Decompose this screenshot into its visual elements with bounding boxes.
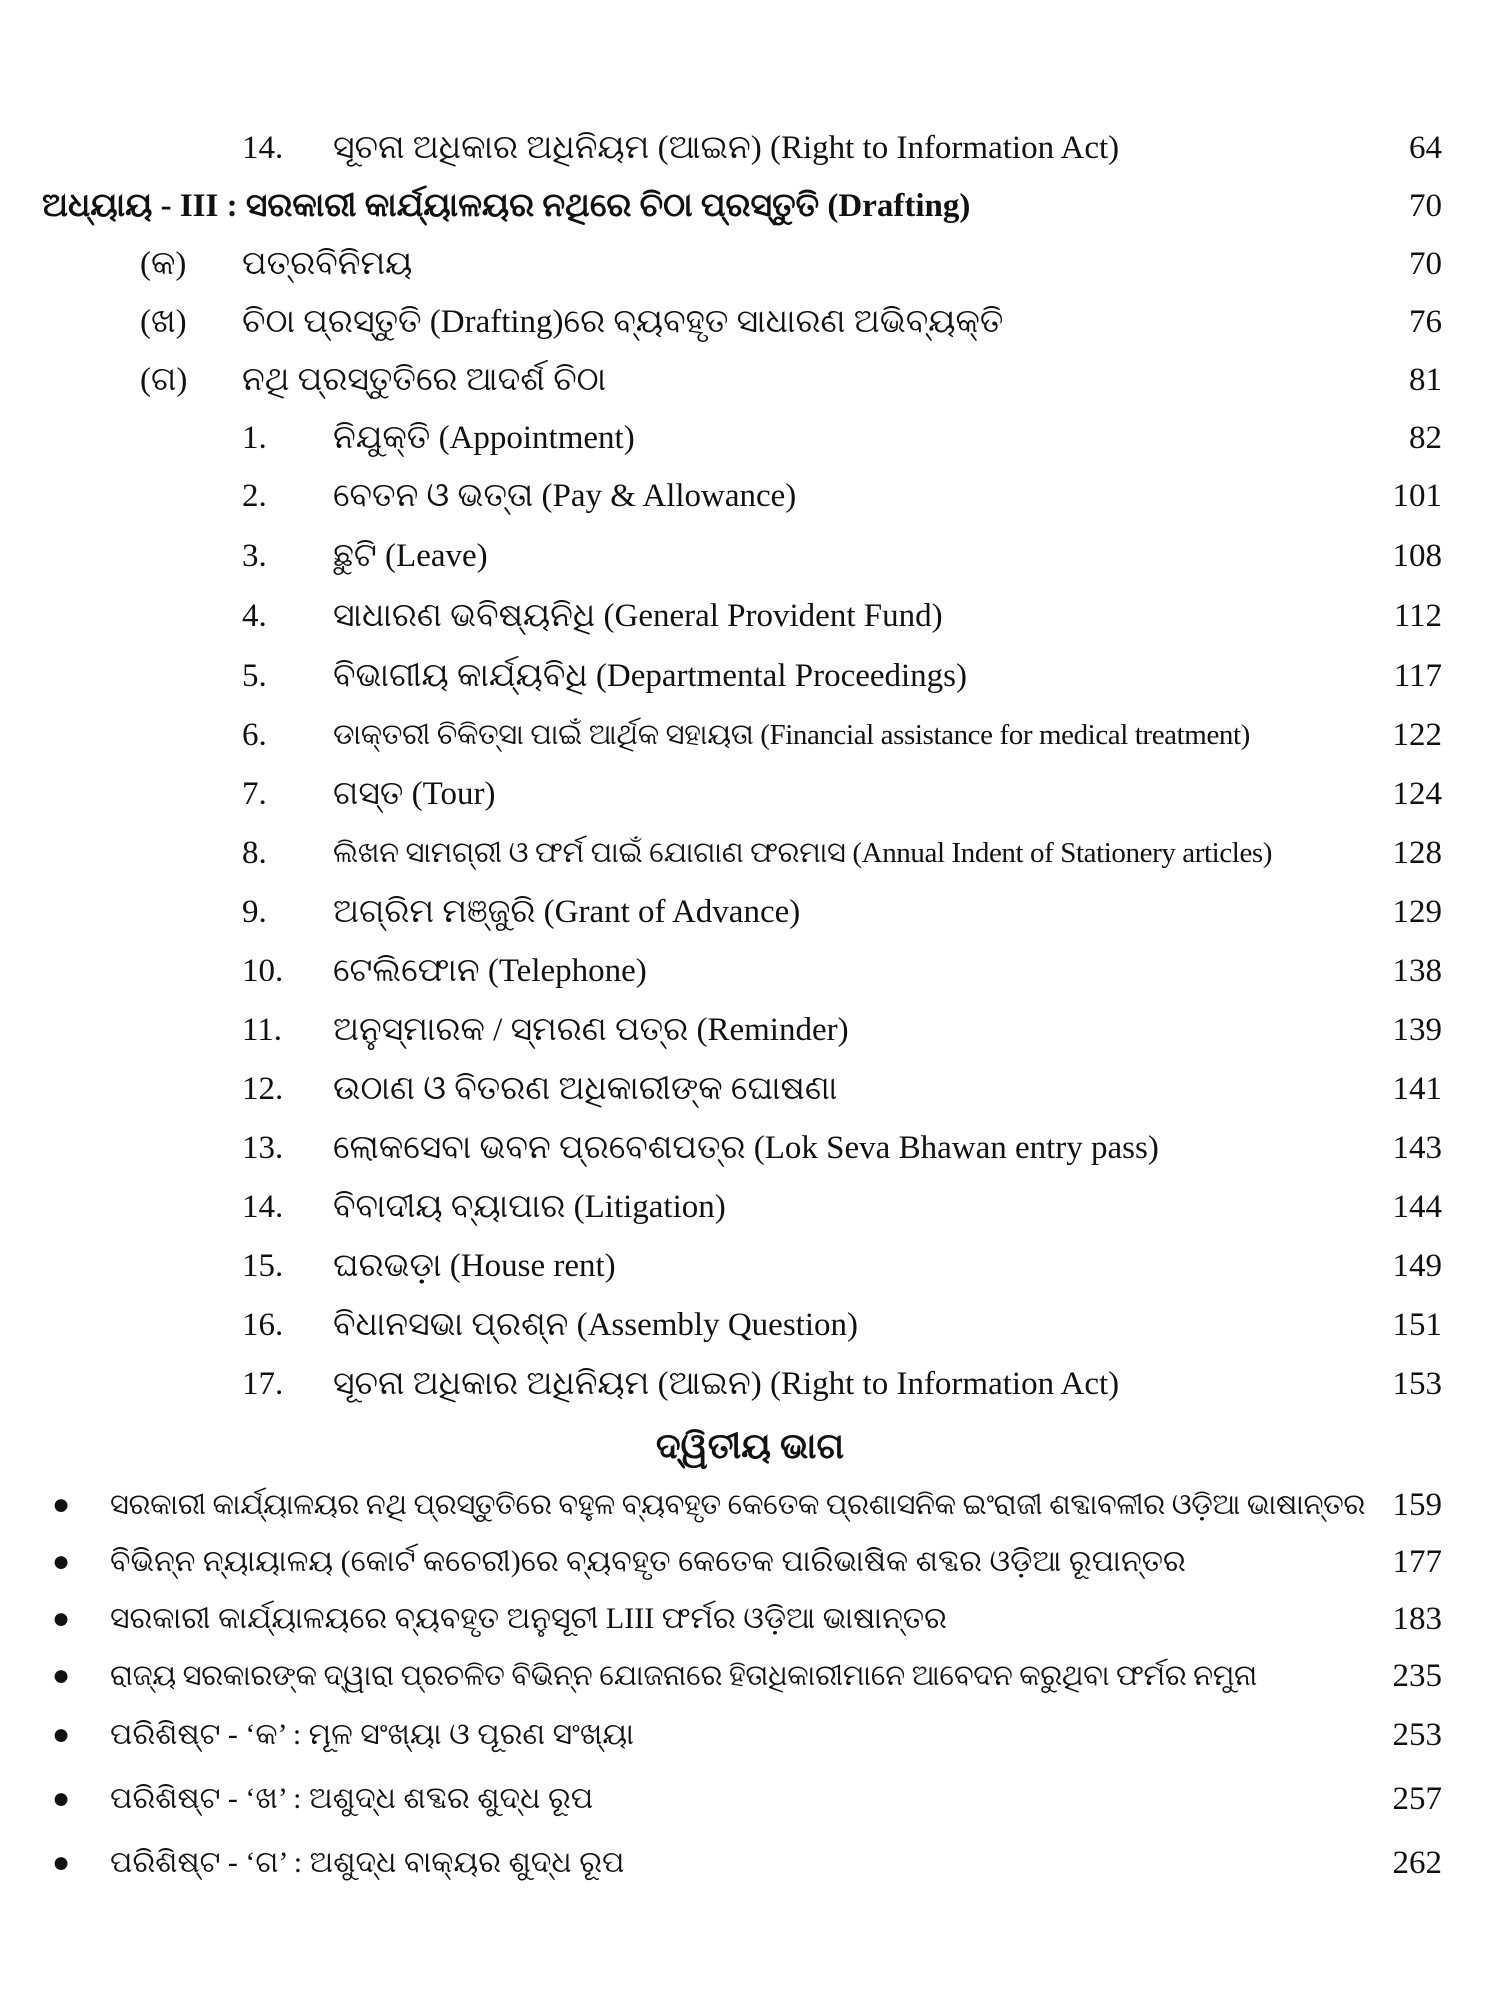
appendix-item bbox=[0, 1591, 1500, 1647]
toc-item bbox=[0, 1297, 1500, 1353]
item-number: 14. bbox=[242, 1189, 284, 1225]
toc-item bbox=[0, 1120, 1500, 1176]
page-number: 81 bbox=[1409, 362, 1442, 398]
section-title: ଚିଠା ପ୍ରସ୍ତୁତି (Drafting)ରେ ବ୍ୟବହୃତ ସାଧାରଣ ଅଭିବ୍ୟକ୍ତି bbox=[242, 304, 1004, 340]
item-title: ସୂଚନା ଅଧିକାର ଅଧିନିୟମ (ଆଇନ) (Right to Information Act) bbox=[333, 1366, 1120, 1402]
page-number: 141 bbox=[1392, 1071, 1442, 1107]
toc-item bbox=[0, 766, 1500, 822]
page-number: 159 bbox=[1392, 1487, 1442, 1523]
toc-item bbox=[0, 1179, 1500, 1235]
bullet-icon: ● bbox=[52, 1488, 71, 1521]
item-number: 2. bbox=[242, 478, 267, 514]
item-title: ବିଧାନସଭା ପ୍ରଶ୍ନ (Assembly Question) bbox=[333, 1307, 858, 1343]
page-number: 82 bbox=[1409, 420, 1442, 456]
toc-item bbox=[0, 588, 1500, 644]
item-number: 5. bbox=[242, 658, 267, 694]
chapter-title: ଅଧ୍ୟାୟ - III : ସରକାରୀ କାର୍ଯ୍ୟାଳୟର ନଥିରେ ଚିଠା ପ୍ରସ୍ତୁତି (Drafting) bbox=[42, 188, 971, 224]
item-title: ଘରଭଡ଼ା (House rent) bbox=[333, 1248, 616, 1284]
page-number: 128 bbox=[1392, 835, 1442, 871]
item-title: ଲିଖନ ସାମଗ୍ରୀ ଓ ଫର୍ମ ପାଇଁ ଯୋଗାଣ ଫରମାସ (Annual Indent of Stationery articles) bbox=[333, 837, 1273, 869]
item-number: 10. bbox=[242, 953, 284, 989]
toc-item bbox=[0, 410, 1500, 466]
page-number: 117 bbox=[1393, 658, 1442, 694]
page-number: 70 bbox=[1409, 246, 1442, 282]
appendix-title: ପରିଶିଷ୍ଟ - ‘ଗ’ : ଅଶୁଦ୍ଧ ବାକ୍ୟର ଶୁଦ୍ଧ ରୂପ bbox=[110, 1846, 625, 1879]
toc-item bbox=[0, 1238, 1500, 1294]
item-number: 17. bbox=[242, 1366, 284, 1402]
page-number: 101 bbox=[1392, 478, 1442, 514]
item-title: ବେତନ ଓ ଭତ୍ତା (Pay & Allowance) bbox=[333, 478, 797, 514]
appendix-item bbox=[0, 1835, 1500, 1891]
section-ka bbox=[0, 236, 1500, 292]
page-number: 76 bbox=[1409, 304, 1442, 340]
part-two-heading: ଦ୍ୱିତୀୟ ଭାଗ bbox=[655, 1426, 845, 1466]
page-number: 70 bbox=[1409, 188, 1442, 224]
toc-item bbox=[0, 1061, 1500, 1117]
item-title: ନିଯୁକ୍ତି (Appointment) bbox=[333, 420, 635, 456]
appendix-item bbox=[0, 1534, 1500, 1590]
page-number: 177 bbox=[1392, 1544, 1442, 1580]
appendix-title: ରାଜ୍ୟ ସରକାରଙ୍କ ଦ୍ୱାରା ପ୍ରଚଳିତ ବିଭିନ୍ନ ଯୋଜନାରେ ହିତାଧିକାରୀମାନେ ଆବେଦନ କରୁଥିବା ଫର୍ମର ନମୁନା bbox=[110, 1660, 1257, 1692]
page-number: 144 bbox=[1392, 1189, 1442, 1225]
item-number: 9. bbox=[242, 894, 267, 930]
bullet-icon: ● bbox=[52, 1718, 71, 1751]
item-title: ଲୋକସେବା ଭବନ ପ୍ରବେଶପତ୍ର (Lok Seva Bhawan entry pass) bbox=[333, 1130, 1159, 1166]
bullet-icon: ● bbox=[52, 1602, 71, 1635]
page-number: 139 bbox=[1392, 1012, 1442, 1048]
item-title: ଟେଲିଫୋନ (Telephone) bbox=[333, 953, 647, 989]
item-number: 14. bbox=[242, 130, 284, 166]
toc-item bbox=[0, 1002, 1500, 1058]
toc-item-right-to-information bbox=[0, 120, 1500, 176]
item-number: 16. bbox=[242, 1307, 284, 1343]
item-title: ବିବାଦୀୟ ବ୍ୟାପାର (Litigation) bbox=[333, 1189, 726, 1225]
item-number: 15. bbox=[242, 1248, 284, 1284]
section-label: (ଖ) bbox=[140, 304, 187, 340]
page-number: 183 bbox=[1392, 1601, 1442, 1637]
page-number: 143 bbox=[1392, 1130, 1442, 1166]
section-title: ପତ୍ରବିନିମୟ bbox=[242, 246, 413, 282]
page-number: 122 bbox=[1392, 717, 1442, 753]
item-title: ଅଗ୍ରିମ ମଞ୍ଜୁରି (Grant of Advance) bbox=[333, 894, 801, 930]
toc-item bbox=[0, 707, 1500, 763]
section-kha bbox=[0, 294, 1500, 350]
bullet-icon: ● bbox=[52, 1659, 71, 1692]
appendix-title: ପରିଶିଷ୍ଟ - ‘କ’ : ମୂଳ ସଂଖ୍ୟା ଓ ପୂରଣ ସଂଖ୍ୟା bbox=[110, 1718, 634, 1751]
page-number: 257 bbox=[1392, 1781, 1442, 1817]
item-number: 12. bbox=[242, 1071, 284, 1107]
toc-item bbox=[0, 528, 1500, 584]
item-number: 1. bbox=[242, 420, 267, 456]
chapter-heading bbox=[0, 178, 1500, 234]
item-number: 7. bbox=[242, 776, 267, 812]
toc-item bbox=[0, 943, 1500, 999]
page-number: 253 bbox=[1392, 1717, 1442, 1753]
page-number: 151 bbox=[1392, 1307, 1442, 1343]
toc-item bbox=[0, 884, 1500, 940]
appendix-item bbox=[0, 1477, 1500, 1533]
item-title: ଗସ୍ତ (Tour) bbox=[333, 776, 496, 812]
bullet-icon: ● bbox=[52, 1846, 71, 1879]
item-title: ସାଧାରଣ ଭବିଷ୍ୟନିଧି (General Provident Fund) bbox=[333, 598, 943, 634]
page-number: 153 bbox=[1392, 1366, 1442, 1402]
item-title: ଡାକ୍ତରୀ ଚିକିତ୍ସା ପାଇଁ ଆର୍ଥିକ ସହାୟତା (Financial assistance for medical treatment) bbox=[333, 719, 1250, 751]
toc-item bbox=[0, 1356, 1500, 1412]
item-number: 13. bbox=[242, 1130, 284, 1166]
item-title: ଉଠାଣ ଓ ବିତରଣ ଅଧିକାରୀଙ୍କ ଘୋଷଣା bbox=[333, 1071, 838, 1107]
page-number: 64 bbox=[1409, 130, 1442, 166]
appendix-item bbox=[0, 1707, 1500, 1763]
section-label: (ଗ) bbox=[140, 362, 188, 398]
page-number: 112 bbox=[1393, 598, 1442, 634]
toc-item bbox=[0, 468, 1500, 524]
page-number: 129 bbox=[1392, 894, 1442, 930]
appendix-title: ସରକାରୀ କାର୍ଯ୍ୟାଳୟର ନଥି ପ୍ରସ୍ତୁତିରେ ବହୁଳ ବ୍ୟବହୃତ କେତେକ ପ୍ରଶାସନିକ ଇଂରାଜୀ ଶବ୍ଦାବଳୀର ଓଡ଼ିଆ ଭାଷାନ୍ତର bbox=[110, 1489, 1366, 1521]
item-number: 8. bbox=[242, 835, 267, 871]
section-ga bbox=[0, 352, 1500, 408]
bullet-icon: ● bbox=[52, 1545, 71, 1578]
item-title: ଅନୁସ୍ମାରକ / ସ୍ମରଣ ପତ୍ର (Reminder) bbox=[333, 1012, 849, 1048]
section-title: ନଥି ପ୍ରସ୍ତୁତିରେ ଆଦର୍ଶ ଚିଠା bbox=[242, 362, 607, 398]
appendix-title: ବିଭିନ୍ନ ନ୍ୟାୟାଳୟ (କୋର୍ଟ କଚେରୀ)ରେ ବ୍ୟବହୃତ କେତେକ ପାରିଭାଷିକ ଶବ୍ଦର ଓଡ଼ିଆ ରୂପାନ୍ତର bbox=[110, 1545, 1186, 1578]
page-number: 138 bbox=[1392, 953, 1442, 989]
item-title: ବିଭାଗୀୟ କାର୍ଯ୍ୟବିଧି (Departmental Proceedings) bbox=[333, 658, 968, 694]
page-number: 108 bbox=[1392, 538, 1442, 574]
page-number: 262 bbox=[1392, 1845, 1442, 1881]
appendix-title: ସରକାରୀ କାର୍ଯ୍ୟାଳୟରେ ବ୍ୟବହୃତ ଅନୁସୂଚୀ LIII ଫର୍ମର ଓଡ଼ିଆ ଭାଷାନ୍ତର bbox=[110, 1602, 947, 1635]
toc-item bbox=[0, 648, 1500, 704]
page-number: 235 bbox=[1392, 1658, 1442, 1694]
section-label: (କ) bbox=[140, 246, 187, 282]
item-title: ସୂଚନା ଅଧିକାର ଅଧିନିୟମ (ଆଇନ) (Right to Information Act) bbox=[333, 130, 1120, 166]
item-number: 11. bbox=[242, 1012, 283, 1048]
item-number: 3. bbox=[242, 538, 267, 574]
appendix-title: ପରିଶିଷ୍ଟ - ‘ଖ’ : ଅଶୁଦ୍ଧ ଶବ୍ଦର ଶୁଦ୍ଧ ରୂପ bbox=[110, 1782, 594, 1815]
page-number: 149 bbox=[1392, 1248, 1442, 1284]
item-number: 6. bbox=[242, 717, 267, 753]
page-number: 124 bbox=[1392, 776, 1442, 812]
toc-item bbox=[0, 825, 1500, 881]
item-number: 4. bbox=[242, 598, 267, 634]
appendix-item bbox=[0, 1648, 1500, 1704]
item-title: ଛୁଟି (Leave) bbox=[333, 538, 488, 574]
appendix-item bbox=[0, 1771, 1500, 1827]
bullet-icon: ● bbox=[52, 1782, 71, 1815]
